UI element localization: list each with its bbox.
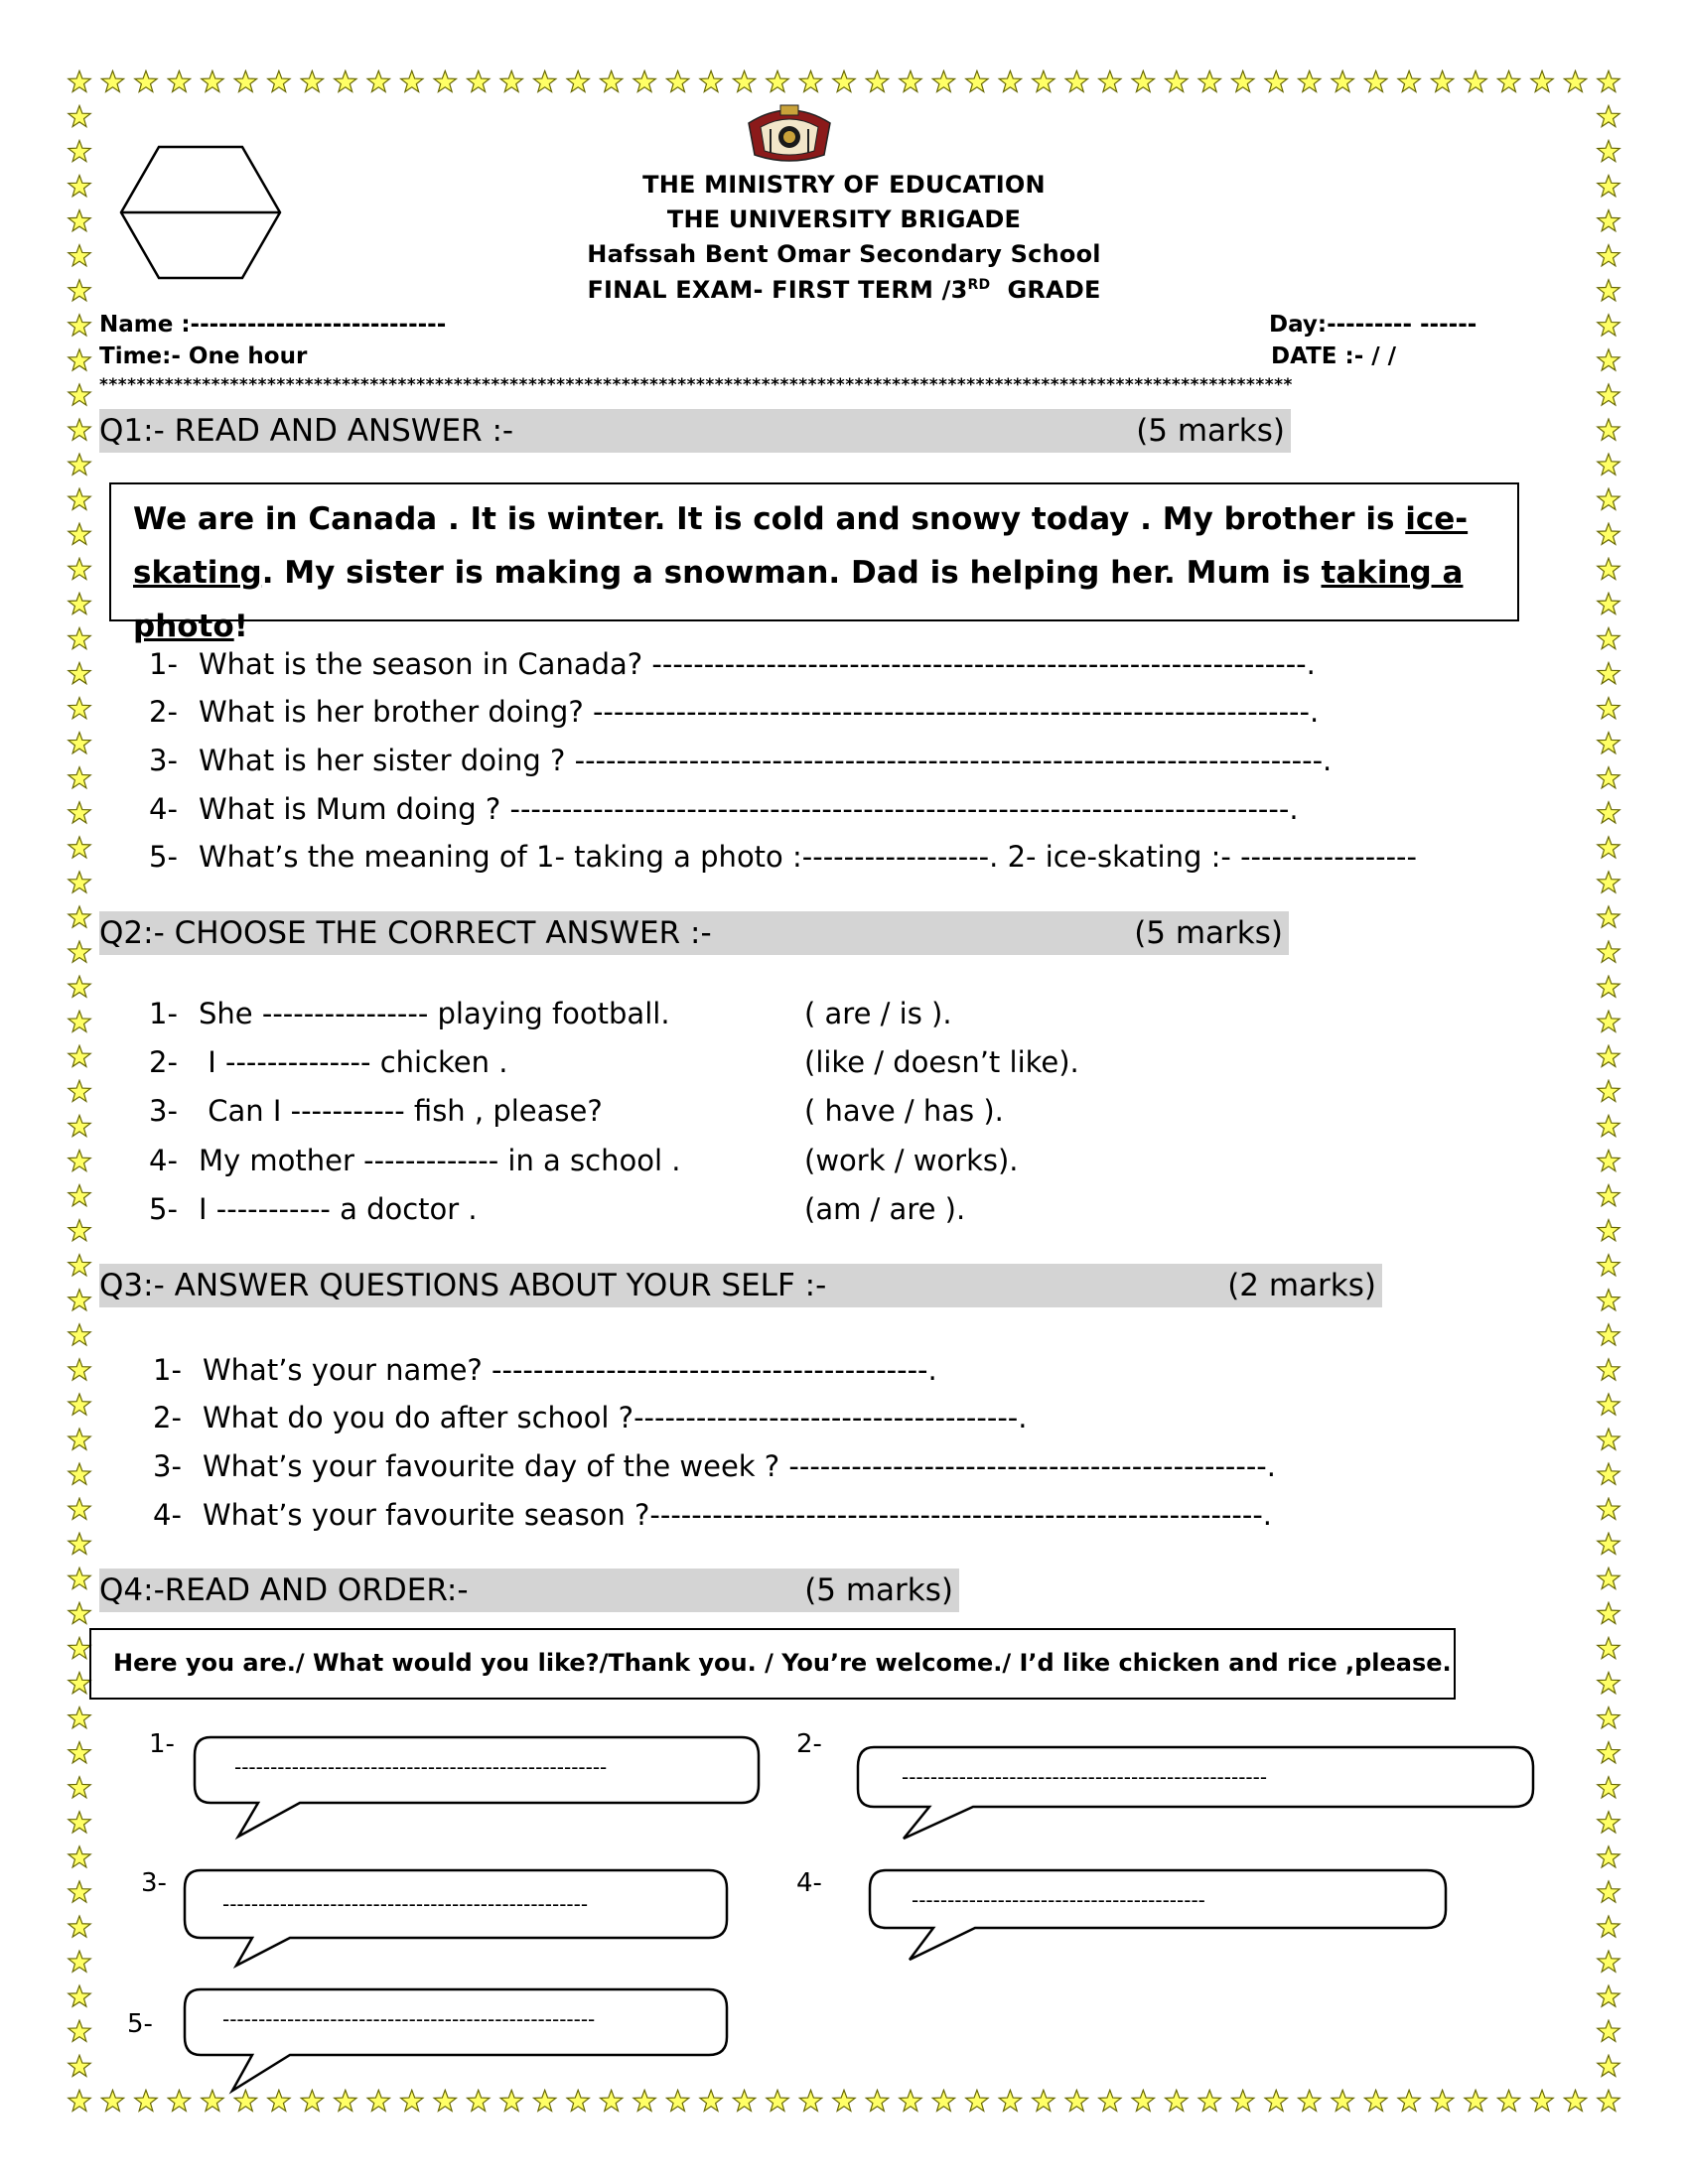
bubble-2-answer-line: --------------------------------------------------- [902, 1765, 1268, 1789]
border-star-icon [401, 70, 423, 91]
border-star-icon [69, 70, 90, 91]
speech-bubble-3-shape [181, 1866, 733, 1970]
q3-heading [99, 1264, 1382, 1307]
border-star-icon [799, 2090, 821, 2111]
border-star-icon [69, 1637, 90, 1658]
border-star-icon [1598, 1255, 1619, 1276]
q2-choice-2: (like / doesn’t like). [804, 1045, 1079, 1079]
border-star-icon [1598, 662, 1619, 683]
ministry-title: THE MINISTRY OF EDUCATION [642, 171, 1046, 199]
speech-bubble-1 [191, 1733, 767, 1843]
q4-heading [99, 1569, 959, 1612]
border-star-icon [69, 1568, 90, 1588]
border-star-icon [767, 70, 788, 91]
border-star-icon [1531, 70, 1553, 91]
border-star-icon [1299, 2090, 1321, 2111]
q2-choice-3: ( have / has ). [804, 1094, 1004, 1128]
speech-bubble-3 [181, 1866, 733, 1970]
speech-bubble-4 [866, 1866, 1452, 1966]
border-star-icon [1598, 1777, 1619, 1798]
border-star-icon [1598, 1150, 1619, 1170]
border-star-icon [1598, 1707, 1619, 1728]
q3-marks: (2 marks) [1227, 1268, 1376, 1303]
border-star-icon [1598, 1742, 1619, 1763]
border-star-icon [69, 384, 90, 405]
border-star-icon [69, 767, 90, 788]
border-star-icon [799, 70, 821, 91]
border-star-icon [1033, 2090, 1055, 2111]
border-star-icon [1166, 2090, 1188, 2111]
border-star-icon [932, 2090, 954, 2111]
border-star-icon [534, 70, 556, 91]
border-star-icon [1364, 70, 1386, 91]
border-star-icon [1598, 1290, 1619, 1310]
border-star-icon [1598, 941, 1619, 962]
border-star-icon [1198, 70, 1220, 91]
bubble-5-label: 5- [127, 2009, 153, 2039]
border-star-icon [69, 1429, 90, 1449]
bubble-4-answer-line: ----------------------------------------- [912, 1888, 1205, 1912]
time-field: Time:- One hour [99, 343, 308, 369]
brigade-title: THE UNIVERSITY BRIGADE [666, 205, 1022, 233]
border-star-icon [733, 70, 755, 91]
border-star-icon [69, 105, 90, 126]
q2-heading [99, 911, 1289, 955]
border-star-icon [69, 1881, 90, 1902]
border-star-icon [1598, 906, 1619, 927]
bubble-3-answer-line: --------------------------------------------------- [222, 1892, 589, 1916]
border-star-icon [69, 627, 90, 648]
border-star-icon [1364, 2090, 1386, 2111]
border-star-icon [69, 872, 90, 892]
border-star-icon [1598, 1846, 1619, 1867]
border-star-icon [69, 941, 90, 962]
border-star-icon [1598, 454, 1619, 475]
border-star-icon [69, 1602, 90, 1623]
q1-question-2: 2- What is her brother doing? ---------------------------------------------------------------------. [149, 695, 1320, 729]
border-star-icon [69, 1812, 90, 1833]
border-star-icon [69, 454, 90, 475]
border-star-icon [69, 593, 90, 614]
border-star-icon [833, 2090, 855, 2111]
border-star-icon [69, 558, 90, 579]
ministry-crest-logo [741, 101, 838, 165]
border-star-icon [468, 70, 490, 91]
border-star-icon [69, 1011, 90, 1031]
border-star-icon [1497, 2090, 1519, 2111]
border-star-icon [1198, 2090, 1220, 2111]
border-star-icon [1598, 1463, 1619, 1484]
border-star-icon [1398, 2090, 1420, 2111]
border-star-icon [700, 70, 722, 91]
border-star-icon [1299, 70, 1321, 91]
border-star-icon [301, 70, 323, 91]
border-star-icon [833, 70, 855, 91]
q3-question-2: 2- What do you do after school ?-------------------------------------. [153, 1401, 1028, 1434]
border-star-icon [69, 698, 90, 719]
q4-title: Q4:-READ AND ORDER:- [99, 1572, 469, 1608]
border-star-icon [1564, 2090, 1586, 2111]
border-star-icon [1598, 419, 1619, 440]
border-star-icon [69, 1985, 90, 2006]
border-star-icon [1598, 976, 1619, 997]
q2-choice-1: ( are / is ). [804, 997, 952, 1030]
speech-bubble-2-shape [854, 1743, 1539, 1843]
border-star-icon [1598, 1359, 1619, 1380]
border-star-icon [434, 70, 456, 91]
border-star-icon [666, 70, 688, 91]
border-star-icon [69, 349, 90, 370]
border-star-icon [1265, 2090, 1287, 2111]
border-star-icon [1598, 2055, 1619, 2076]
border-star-icon [1598, 837, 1619, 858]
border-star-icon [1065, 2090, 1087, 2111]
border-star-icon [69, 1324, 90, 1345]
q1-passage: We are in Canada . It is winter. It is cold and snowy today . My brother is ice- skating. My sister is making a snowman. Dad is helping her. Mum is taking a photo! [109, 482, 1519, 621]
border-star-icon [69, 2055, 90, 2076]
border-star-icon [1598, 1115, 1619, 1136]
exam-title: FINAL EXAM- FIRST TERM /3RD GRADE [587, 276, 1101, 304]
q1-question-5: 5- What’s the meaning of 1- taking a photo :------------------. 2- ice-skating :- ----------------- [149, 840, 1417, 874]
border-star-icon [1598, 1185, 1619, 1206]
bubble-2-label: 2- [796, 1729, 822, 1759]
separator-stars: ******************************************************************************************************************************** [99, 375, 1293, 395]
border-star-icon [1598, 1533, 1619, 1554]
border-star-icon [69, 488, 90, 509]
border-star-icon [733, 2090, 755, 2111]
border-star-icon [69, 976, 90, 997]
border-star-icon [1431, 2090, 1453, 2111]
q1-question-1: 1- What is the season in Canada? ---------------------------------------------------------------. [149, 647, 1316, 681]
border-star-icon [1598, 1498, 1619, 1519]
q2-item-2: 2- I -------------- chicken . [149, 1045, 508, 1079]
border-star-icon [1564, 70, 1586, 91]
border-star-icon [234, 70, 256, 91]
bubble-3-label: 3- [141, 1868, 167, 1898]
border-star-icon [1598, 593, 1619, 614]
border-star-icon [900, 70, 921, 91]
border-star-icon [633, 70, 655, 91]
border-star-icon [1232, 2090, 1254, 2111]
border-star-icon [1598, 1011, 1619, 1031]
q4-marks: (5 marks) [804, 1572, 953, 1608]
border-star-icon [335, 70, 356, 91]
q3-question-1: 1- What’s your name? ------------------------------------------. [153, 1353, 937, 1387]
name-field: Name :--------------------------- [99, 312, 447, 338]
q3-question-4: 4- What’s your favourite season ?-----------------------------------------------------------. [153, 1498, 1273, 1532]
q1-question-4: 4- What is Mum doing ? ---------------------------------------------------------------------------. [149, 792, 1299, 826]
border-star-icon [500, 70, 522, 91]
border-star-icon [69, 1150, 90, 1170]
border-star-icon [1598, 1568, 1619, 1588]
border-star-icon [1598, 1637, 1619, 1658]
border-star-icon [999, 2090, 1021, 2111]
border-star-icon [69, 1290, 90, 1310]
speech-bubble-4-shape [866, 1866, 1452, 1966]
bubble-1-label: 1- [149, 1729, 175, 1759]
border-star-icon [69, 315, 90, 336]
day-field: Day:--------- ------ [1269, 312, 1477, 338]
q4-sentence-box: Here you are./ What would you like?/Thank you. / You’re welcome./ I’d like chicken and rice ,please. [89, 1628, 1456, 1700]
border-star-icon [1332, 70, 1353, 91]
border-star-icon [1099, 2090, 1121, 2111]
border-star-icon [1166, 70, 1188, 91]
border-star-icon [1065, 70, 1087, 91]
border-star-icon [1465, 70, 1486, 91]
border-star-icon [69, 1951, 90, 1972]
speech-bubble-1-shape [191, 1733, 767, 1843]
border-star-icon [966, 2090, 988, 2111]
speech-bubble-5 [181, 1985, 733, 2095]
border-star-icon [69, 1359, 90, 1380]
border-star-icon [101, 2090, 123, 2111]
border-star-icon [1598, 558, 1619, 579]
border-star-icon [69, 1255, 90, 1276]
border-star-icon [767, 2090, 788, 2111]
border-star-icon [69, 140, 90, 161]
border-star-icon [1598, 1951, 1619, 1972]
border-star-icon [1598, 315, 1619, 336]
border-star-icon [69, 419, 90, 440]
border-star-icon [69, 1045, 90, 1066]
border-star-icon [69, 1672, 90, 1693]
border-star-icon [1398, 70, 1420, 91]
border-star-icon [1598, 1602, 1619, 1623]
border-star-icon [135, 2090, 157, 2111]
border-star-icon [69, 906, 90, 927]
q2-choice-4: (work / works). [804, 1144, 1019, 1177]
border-star-icon [69, 1185, 90, 1206]
border-star-icon [1598, 70, 1619, 91]
border-star-icon [1332, 2090, 1353, 2111]
border-star-icon [69, 1498, 90, 1519]
border-star-icon [1033, 70, 1055, 91]
border-star-icon [367, 70, 389, 91]
border-star-icon [1598, 733, 1619, 753]
speech-bubble-2 [854, 1743, 1539, 1843]
border-star-icon [268, 70, 290, 91]
border-star-icon [135, 70, 157, 91]
border-star-icon [69, 1220, 90, 1241]
q3-title: Q3:- ANSWER QUESTIONS ABOUT YOUR SELF :- [99, 1268, 827, 1303]
border-star-icon [1132, 2090, 1154, 2111]
border-star-icon [202, 70, 223, 91]
q2-item-1: 1- She ---------------- playing football. [149, 997, 670, 1030]
border-star-icon [101, 70, 123, 91]
border-star-icon [69, 1742, 90, 1763]
border-star-icon [69, 1777, 90, 1798]
q1-heading [99, 409, 1291, 453]
school-name: Hafssah Bent Omar Secondary School [587, 240, 1101, 268]
q2-choice-5: (am / are ). [804, 1192, 966, 1226]
border-star-icon [1598, 698, 1619, 719]
border-star-icon [69, 802, 90, 823]
border-star-icon [69, 662, 90, 683]
border-star-icon [69, 1916, 90, 1937]
q1-marks: (5 marks) [1136, 413, 1285, 449]
q3-question-3: 3- What’s your favourite day of the week ? ----------------------------------------------. [153, 1449, 1276, 1483]
border-star-icon [1598, 1672, 1619, 1693]
border-star-icon [1598, 105, 1619, 126]
bubble-5-answer-line: ---------------------------------------------------- [222, 2007, 596, 2031]
q2-item-3: 3- Can I ----------- fish , please? [149, 1094, 603, 1128]
border-star-icon [1598, 1324, 1619, 1345]
border-star-icon [1598, 1220, 1619, 1241]
border-star-icon [1598, 767, 1619, 788]
border-star-icon [1598, 1045, 1619, 1066]
border-star-icon [69, 1846, 90, 1867]
border-star-icon [1265, 70, 1287, 91]
border-star-icon [1099, 70, 1121, 91]
border-star-icon [900, 2090, 921, 2111]
border-star-icon [69, 1394, 90, 1415]
border-star-icon [999, 70, 1021, 91]
border-star-icon [1598, 627, 1619, 648]
border-star-icon [567, 70, 589, 91]
border-star-icon [1465, 2090, 1486, 2111]
border-star-icon [69, 1463, 90, 1484]
border-star-icon [1598, 1080, 1619, 1101]
border-star-icon [1598, 1881, 1619, 1902]
border-star-icon [1431, 70, 1453, 91]
border-star-icon [1132, 70, 1154, 91]
q2-item-5: 5- I ----------- a doctor . [149, 1192, 478, 1226]
border-star-icon [1232, 70, 1254, 91]
q1-question-3: 3- What is her sister doing ? ------------------------------------------------------------------------. [149, 744, 1333, 777]
border-star-icon [1598, 2090, 1619, 2111]
q2-marks: (5 marks) [1134, 915, 1283, 951]
border-star-icon [69, 2020, 90, 2041]
border-star-icon [1598, 384, 1619, 405]
border-star-icon [1598, 349, 1619, 370]
q2-item-4: 4- My mother ------------- in a school . [149, 1144, 681, 1177]
border-star-icon [1598, 1429, 1619, 1449]
border-star-icon [69, 1707, 90, 1728]
border-star-icon [69, 523, 90, 544]
border-star-icon [168, 70, 190, 91]
border-star-icon [866, 70, 888, 91]
border-star-icon [1598, 140, 1619, 161]
q2-title: Q2:- CHOOSE THE CORRECT ANSWER :- [99, 915, 712, 951]
border-star-icon [1598, 523, 1619, 544]
border-star-icon [1531, 2090, 1553, 2111]
border-star-icon [69, 1533, 90, 1554]
date-field: DATE :- / / [1271, 343, 1397, 369]
q1-title: Q1:- READ AND ANSWER :- [99, 413, 514, 449]
border-star-icon [600, 70, 622, 91]
border-star-icon [1598, 872, 1619, 892]
border-star-icon [1598, 488, 1619, 509]
border-star-icon [69, 733, 90, 753]
bubble-4-label: 4- [796, 1868, 822, 1898]
border-star-icon [69, 1115, 90, 1136]
border-star-icon [1598, 802, 1619, 823]
border-star-icon [966, 70, 988, 91]
border-star-icon [69, 837, 90, 858]
border-star-icon [1497, 70, 1519, 91]
border-star-icon [932, 70, 954, 91]
border-star-icon [1598, 1985, 1619, 2006]
border-star-icon [1598, 1916, 1619, 1937]
border-star-icon [69, 2090, 90, 2111]
border-star-icon [1598, 1812, 1619, 1833]
border-star-icon [69, 1080, 90, 1101]
speech-bubble-5-shape [181, 1985, 733, 2095]
bubble-1-answer-line: ---------------------------------------------------- [234, 1755, 608, 1779]
border-star-icon [1598, 1394, 1619, 1415]
border-star-icon [866, 2090, 888, 2111]
border-star-icon [1598, 2020, 1619, 2041]
